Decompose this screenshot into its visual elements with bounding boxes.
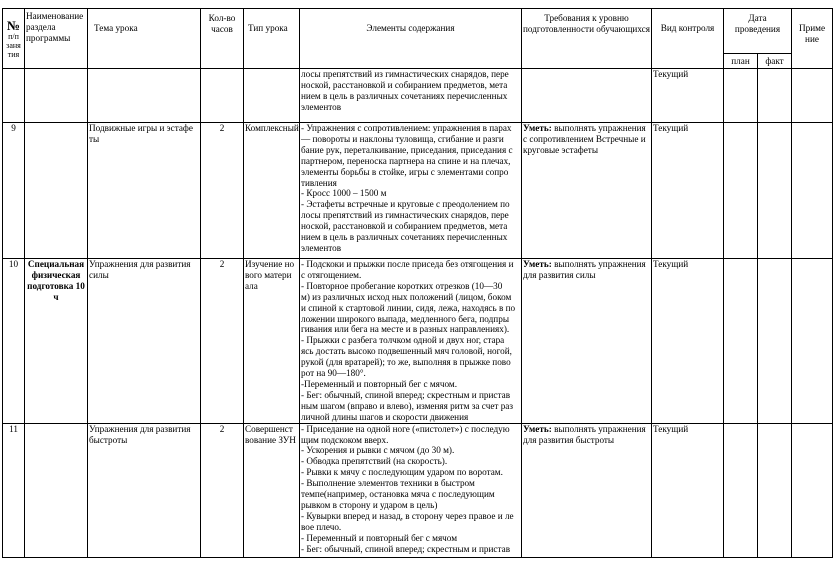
requirements-label: Уметь: [523, 123, 552, 133]
element-line: личной длины шагов и скорости движения [301, 411, 469, 422]
requirements-label: Уметь: [523, 259, 552, 269]
header-topic: Тема урока [88, 9, 201, 69]
element-line: - Упражнения с сопротивлением: упражнения в парах [301, 123, 512, 133]
table-row [3, 69, 833, 123]
row-date-plan [724, 259, 758, 424]
row-requirements [522, 259, 652, 424]
header-hours: Кол-во часов [201, 9, 244, 69]
element-line: вое плечо. [301, 521, 342, 532]
row-hours: 2 [201, 259, 244, 424]
row-section [25, 423, 88, 557]
element-line: лосы препятствий из гимнастических снарядов, пере [301, 210, 509, 221]
row-number: 10 [3, 259, 25, 424]
row-topic [88, 69, 201, 123]
row-date-fact [758, 123, 792, 259]
row-type: Комплексный [244, 123, 300, 259]
header-elements: Элементы содержания [300, 9, 522, 69]
row-section: Специальная физическая подготовка 10 ч [25, 259, 88, 424]
row-notes [792, 423, 833, 557]
element-line: - Прыжки с разбега толчком одной и двух ног, стара [301, 335, 505, 346]
element-line: ноской, расстановкой и собиранием предметов, мета [301, 221, 508, 232]
row-control: Текущий [652, 423, 724, 557]
row-notes [792, 69, 833, 123]
header-number-sub-1: п/п [8, 31, 19, 41]
row-requirements [522, 123, 652, 259]
header-row [3, 9, 833, 54]
element-line: м) из различных исход ных положений (лицом, боком [301, 291, 512, 302]
element-line: рывком в сторону и ударом в цель) [301, 499, 438, 510]
lesson-plan-table [2, 8, 833, 558]
row-type [244, 69, 300, 123]
row-elements [300, 123, 522, 259]
element-line: гивания или бега на месте и в разных направлениях). [301, 324, 510, 335]
header-number [3, 9, 25, 69]
element-line: - Повторное пробегание коротких отрезков (10—30 [301, 280, 503, 291]
element-line: щим подскоком вверх. [301, 434, 389, 445]
header-type: Тип урока [244, 9, 300, 69]
requirements-text: выполнять упражнения для развития силы [523, 259, 646, 280]
header-date: Дата проведения [724, 9, 792, 54]
row-date-plan [724, 423, 758, 557]
element-line: -Переменный и повторный бег с мячом. [301, 378, 458, 389]
element-line: - Бег: обычный, спиной вперед; скрестным и пристав [301, 543, 511, 554]
element-line: лосы препятствий из гимнастических снарядов, пере [301, 69, 509, 79]
row-hours: 2 [201, 423, 244, 557]
element-line: - Кувырки вперед и назад, в сторону через правое и ле [301, 510, 514, 521]
element-line: - Бег: обычный, спиной вперед; скрестным и пристав [301, 389, 511, 400]
header-control: Вид контроля [652, 9, 724, 69]
row-elements [300, 259, 522, 424]
element-line: и спиной к стартовой линии, сидя, лежа, находясь в по [301, 302, 516, 313]
requirements-text: выполнять упражнения с сопротивлением Встречные и круговые эстафеты [523, 123, 646, 155]
row-number: 11 [3, 423, 25, 557]
header-number-sub-2: заня [6, 40, 21, 50]
element-line: - Обводка препятствий (на скорость). [301, 456, 448, 467]
requirements-label: Уметь: [523, 423, 552, 434]
element-line: ложении широкого выпада, медленного бега, подпры [301, 313, 509, 324]
element-line: - Подскоки и прыжки после приседа без отягощения и [301, 259, 514, 269]
row-number [3, 69, 25, 123]
row-number: 9 [3, 123, 25, 259]
row-date-fact [758, 259, 792, 424]
row-notes [792, 123, 833, 259]
row-topic: Упражнения для развития быстроты [88, 423, 201, 557]
element-line: бание рук, переталкивание, приседания, приседания с [301, 144, 513, 155]
table-row [3, 259, 833, 424]
element-line: - Переменный и повторный бег с мячом [301, 532, 458, 543]
element-line: партнером, переноска партнера на спине и на плечах, [301, 155, 511, 166]
element-line: — повороты и наклоны туловища, сгибание и разги [301, 133, 504, 144]
element-line: ным шагом (вправо и влево), изменяя ритм за счет раз [301, 400, 514, 411]
element-line: элементы борьбы в стойке, игры с элементами сопро [301, 166, 509, 177]
row-elements [300, 69, 522, 123]
element-line: - Ускорения и рывки с мячом (до 30 м). [301, 445, 455, 456]
header-date-plan: план [724, 54, 758, 69]
element-line: - Эстафеты встречные и круговые с преодолением по [301, 199, 510, 210]
element-line: рукой (для вратарей); то же, выполняя в прыжке пово [301, 357, 511, 368]
row-date-fact [758, 69, 792, 123]
element-line: элементов [301, 242, 342, 253]
row-type: Изучение но вого матери ала [244, 259, 300, 424]
row-type: Совершенст вование ЗУН [244, 423, 300, 557]
row-control: Текущий [652, 259, 724, 424]
element-line: - Кросс 1000 – 1500 м [301, 188, 387, 199]
table-row [3, 423, 833, 557]
row-date-fact [758, 423, 792, 557]
row-hours [201, 69, 244, 123]
row-requirements [522, 423, 652, 557]
row-control: Текущий [652, 69, 724, 123]
header-date-fact: факт [758, 54, 792, 69]
row-topic: Подвижные игры и эстафе ты [88, 123, 201, 259]
row-section [25, 69, 88, 123]
element-line: нием в цель в различных сочетаниях перечисленных [301, 232, 508, 243]
element-line: тивления [301, 177, 337, 188]
row-notes [792, 259, 833, 424]
element-line: ясь достать высоко подвешенный мяч головой, ногой, [301, 346, 512, 357]
header-number-symbol: № [6, 17, 21, 33]
row-section [25, 123, 88, 259]
element-line: темпе(например, остановка мяча с последующим [301, 489, 495, 500]
element-line: рот на 90—180°. [301, 368, 366, 379]
row-requirements [522, 69, 652, 123]
header-section: Наименование раздела программы [25, 9, 88, 69]
row-topic: Упражнения для развития силы [88, 259, 201, 424]
header-number-sub-3: тия [7, 49, 20, 59]
row-elements [300, 423, 522, 557]
element-line: нием в цель в различных сочетаниях перечисленных [301, 90, 508, 101]
element-line: - Рывки к мячу с последующим ударом по воротам. [301, 467, 503, 478]
header-notes: Приме ние [792, 9, 833, 69]
row-date-plan [724, 123, 758, 259]
element-line: ноской, расстановкой и собиранием предметов, мета [301, 79, 508, 90]
table-row [3, 123, 833, 259]
row-date-plan [724, 69, 758, 123]
requirements-text: выполнять упражнения для развития быстроты [523, 423, 646, 445]
element-line: с отягощением. [301, 269, 362, 280]
element-line: - Приседание на одной ноге («пистолет») с последую [301, 423, 510, 434]
element-line: элементов [301, 101, 342, 112]
header-requirements: Требования к уровню подготовленности обучающихся [522, 9, 652, 69]
element-line: - Выполнение элементов техники в быстром [301, 478, 475, 489]
row-hours: 2 [201, 123, 244, 259]
row-control: Текущий [652, 123, 724, 259]
